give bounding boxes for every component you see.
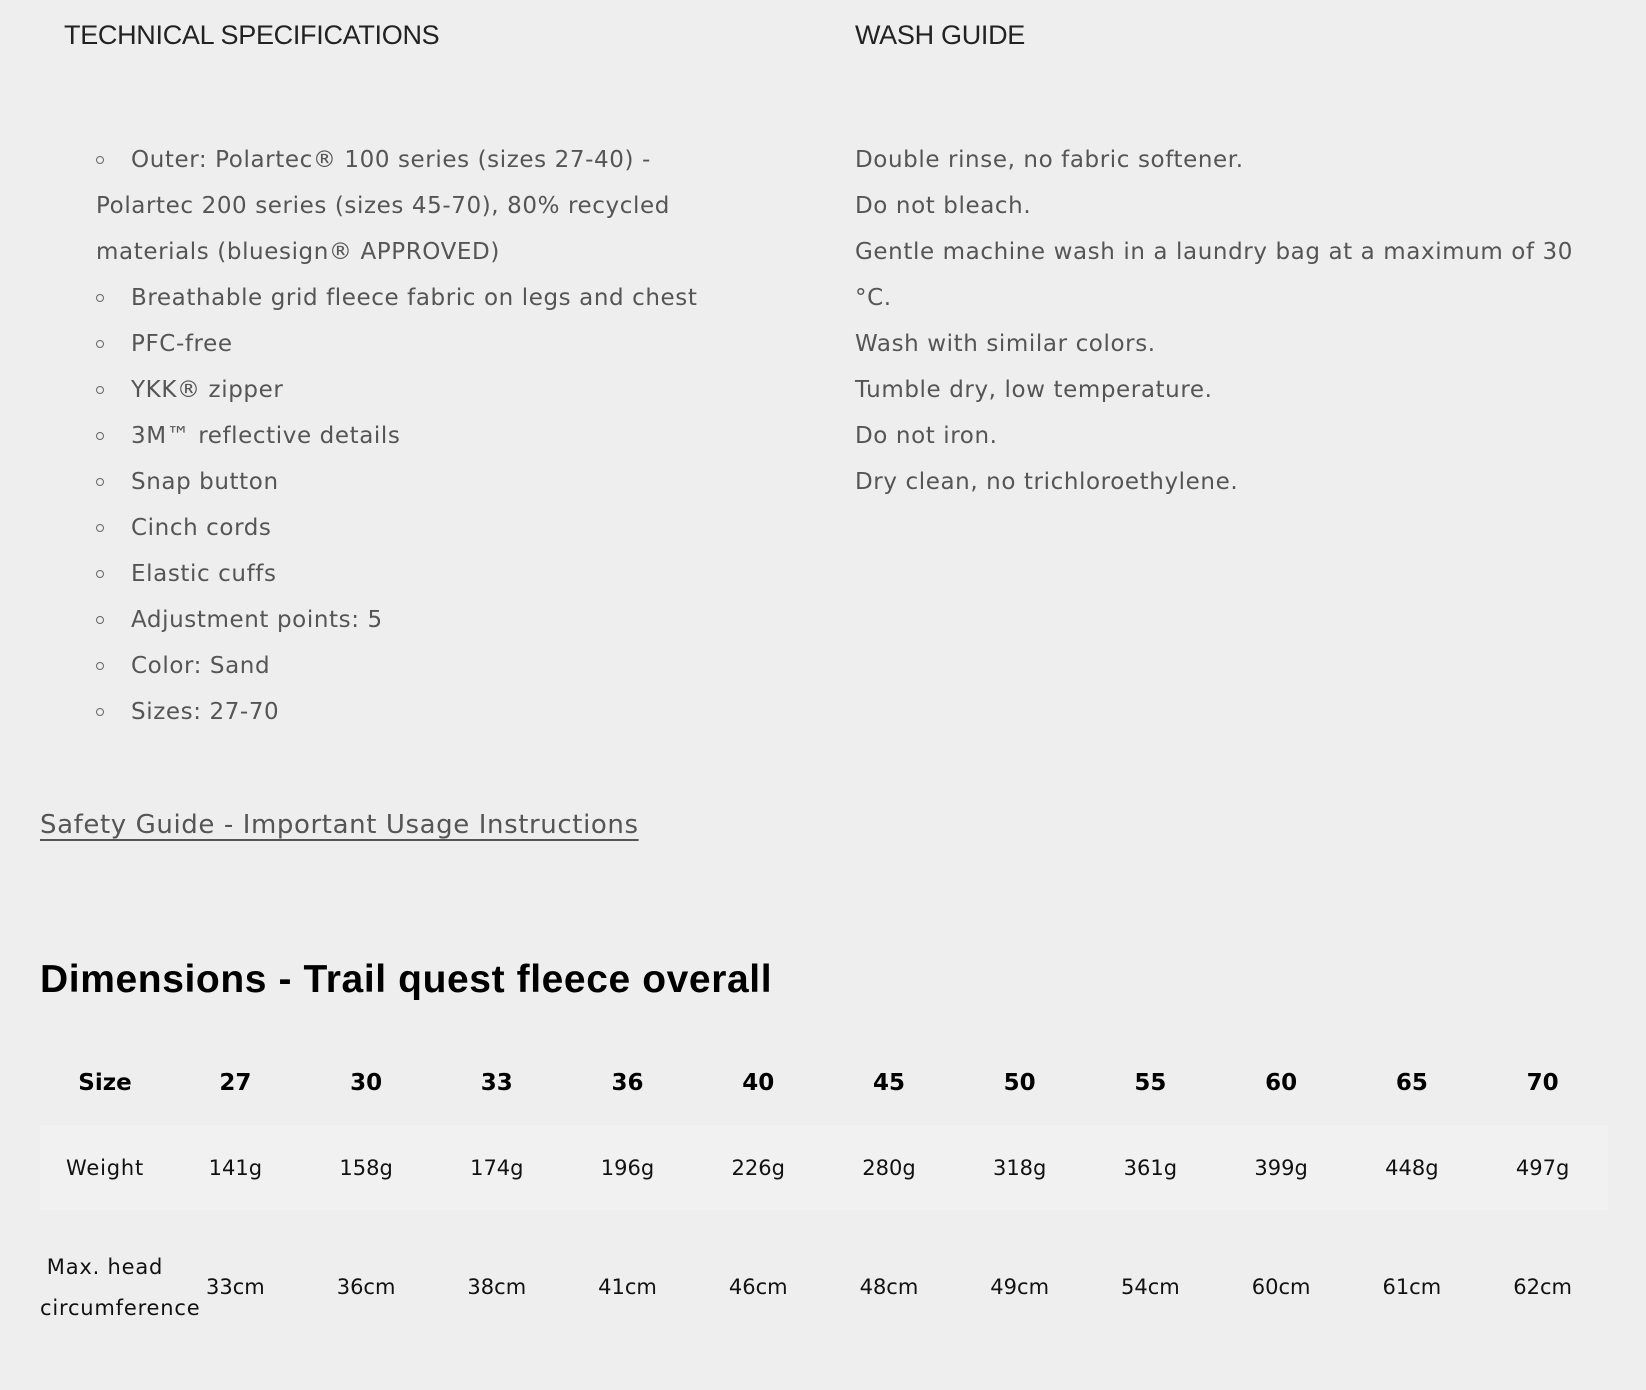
head-circumference-cell: 62cm xyxy=(1513,1275,1572,1299)
technical-specifications-list xyxy=(96,137,756,735)
spec-item: Adjustment points: 5 xyxy=(96,597,756,643)
spec-item: Color: Sand xyxy=(96,643,756,689)
head-circumference-row xyxy=(40,1210,1608,1365)
head-circumference-cell: 60cm xyxy=(1251,1275,1311,1299)
head-circumference-cell: 48cm xyxy=(859,1275,919,1299)
size-header-cell: 40 xyxy=(742,1069,775,1096)
circle-bullet-icon xyxy=(96,708,104,716)
weight-cell: 399g xyxy=(1216,1125,1347,1210)
head-circumference-cell: 33cm xyxy=(205,1275,265,1299)
head-circumference-cell: 54cm xyxy=(1121,1275,1180,1299)
wash-item: Double rinse, no fabric softener. xyxy=(855,147,1244,173)
spec-item: Sizes: 27-70 xyxy=(96,689,756,735)
dimensions-heading: Dimensions - Trail quest fleece overall xyxy=(40,958,773,1001)
size-header-cell: 65 xyxy=(1395,1069,1428,1096)
circle-bullet-icon xyxy=(96,478,104,486)
wash-item: Do not iron. xyxy=(855,423,998,449)
head-circumference-cell: 61cm xyxy=(1382,1275,1442,1299)
size-header-cell: 45 xyxy=(872,1069,905,1096)
head-circumference-cell: 49cm xyxy=(990,1275,1050,1299)
size-header-cell: 60 xyxy=(1265,1069,1298,1096)
safety-guide-link[interactable]: Safety Guide - Important Usage Instructions xyxy=(40,810,639,840)
weight-cell: 226g xyxy=(693,1125,824,1210)
weight-row xyxy=(40,1125,1608,1210)
weight-cell: 318g xyxy=(954,1125,1085,1210)
head-circumference-row-label: Max. head circumference xyxy=(40,1254,201,1320)
circle-bullet-icon xyxy=(96,432,104,440)
weight-cell: 280g xyxy=(824,1125,955,1210)
circle-bullet-icon xyxy=(96,294,104,302)
weight-cell: 158g xyxy=(301,1125,432,1210)
spec-item: 3M™ reflective details xyxy=(96,413,756,459)
size-header-cell: 30 xyxy=(350,1069,383,1096)
wash-item: Do not bleach. xyxy=(855,193,1032,219)
weight-row-label: Weight xyxy=(40,1125,170,1210)
size-header-cell: 36 xyxy=(611,1069,644,1096)
head-circumference-cell: 46cm xyxy=(728,1275,788,1299)
size-header-label: Size xyxy=(78,1069,132,1096)
size-header-cell: 50 xyxy=(1003,1069,1036,1096)
size-header-row xyxy=(40,1040,1608,1125)
size-header-cell: 55 xyxy=(1134,1069,1167,1096)
weight-cell: 497g xyxy=(1477,1125,1608,1210)
head-circumference-cell: 36cm xyxy=(336,1275,396,1299)
circle-bullet-icon xyxy=(96,386,104,394)
circle-bullet-icon xyxy=(96,570,104,578)
circle-bullet-icon xyxy=(96,616,104,624)
spec-item: YKK® zipper xyxy=(96,367,756,413)
wash-item: Wash with similar colors. xyxy=(855,331,1156,357)
spec-item: Snap button xyxy=(96,459,756,505)
weight-cell: 448g xyxy=(1346,1125,1477,1210)
size-header-cell: 70 xyxy=(1526,1069,1559,1096)
dimensions-table xyxy=(40,1040,1608,1365)
size-header-cell: 33 xyxy=(480,1069,513,1096)
weight-cell: 141g xyxy=(170,1125,301,1210)
spec-item: Cinch cords xyxy=(96,505,756,551)
circle-bullet-icon xyxy=(96,156,104,164)
size-header-cell: 27 xyxy=(219,1069,252,1096)
weight-cell: 174g xyxy=(431,1125,562,1210)
spec-item: Elastic cuffs xyxy=(96,551,756,597)
wash-item: Gentle machine wash in a laundry bag at a maximum of 30 °C. xyxy=(855,239,1574,311)
circle-bullet-icon xyxy=(96,662,104,670)
spec-item: Outer: Polartec® 100 series (sizes 27-40) - Polartec 200 series (sizes 45-70), 80% recycled materials (bluesign® APPROVED) xyxy=(96,147,670,265)
wash-guide-heading: WASH GUIDE xyxy=(855,20,1026,50)
weight-cell: 361g xyxy=(1085,1125,1216,1210)
circle-bullet-icon xyxy=(96,340,104,348)
wash-guide-list xyxy=(855,137,1595,505)
head-circumference-cell: 38cm xyxy=(467,1275,527,1299)
technical-specifications-heading: TECHNICAL SPECIFICATIONS xyxy=(64,20,440,50)
wash-item: Dry clean, no trichloroethylene. xyxy=(855,469,1239,495)
wash-item: Tumble dry, low temperature. xyxy=(855,377,1213,403)
head-circumference-cell: 41cm xyxy=(598,1275,657,1299)
spec-item: Breathable grid fleece fabric on legs and chest xyxy=(96,275,756,321)
spec-item: PFC-free xyxy=(96,321,756,367)
circle-bullet-icon xyxy=(96,524,104,532)
weight-cell: 196g xyxy=(562,1125,693,1210)
